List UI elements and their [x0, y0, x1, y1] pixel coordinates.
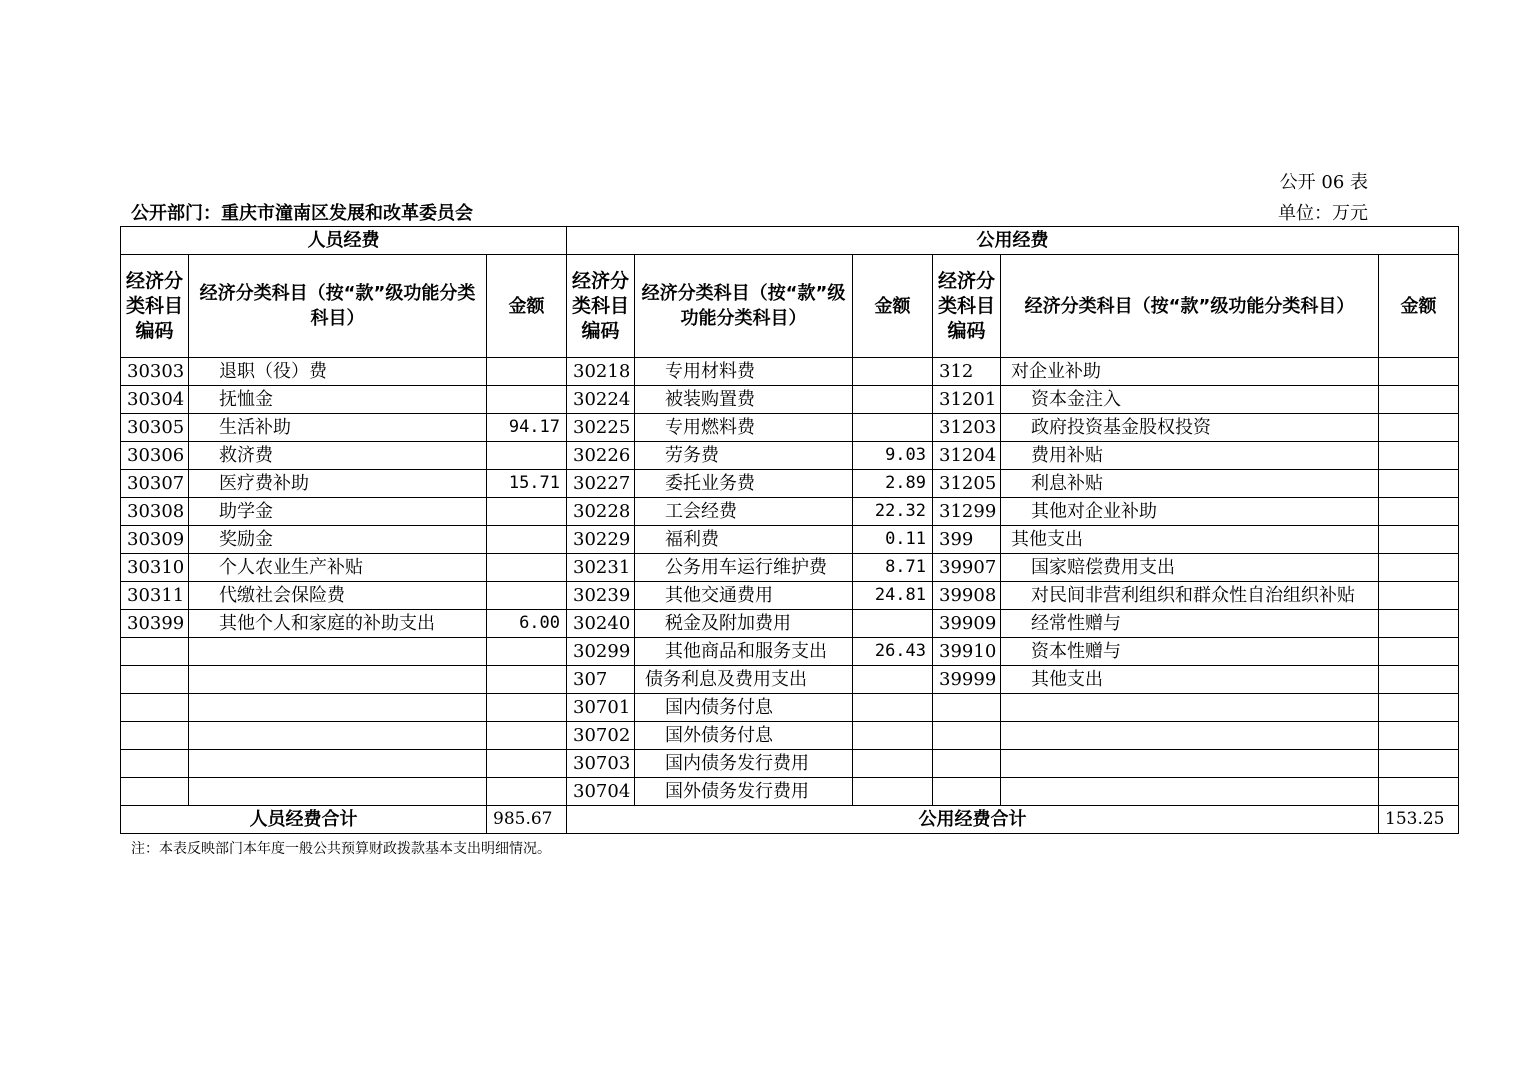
- cell-code-1: 30399: [121, 610, 189, 638]
- cell-amount-3: [1379, 414, 1459, 442]
- cell-name-2: 被装购置费: [635, 386, 853, 414]
- cell-name-2: 其他交通费用: [635, 582, 853, 610]
- cell-amount-2: [853, 358, 933, 386]
- table-row: [121, 386, 1459, 414]
- cell-code-1: [121, 722, 189, 750]
- personnel-total-label: 人员经费合计: [121, 806, 487, 834]
- cell-code-3: 39907: [933, 554, 1001, 582]
- cell-code-2: 30224: [567, 386, 635, 414]
- cell-name-1: 其他个人和家庭的补助支出: [189, 610, 487, 638]
- cell-name-1: 助学金: [189, 498, 487, 526]
- header-name-3: 经济分类科目（按“款”级功能分类科目）: [1001, 255, 1379, 358]
- cell-amount-1: [487, 722, 567, 750]
- cell-code-2: 30226: [567, 442, 635, 470]
- cell-code-2: 30701: [567, 694, 635, 722]
- cell-amount-3: [1379, 610, 1459, 638]
- cell-name-1: [189, 638, 487, 666]
- cell-code-1: 30311: [121, 582, 189, 610]
- cell-amount-3: [1379, 470, 1459, 498]
- totals-row: [121, 806, 1459, 834]
- cell-name-3: 费用补贴: [1001, 442, 1379, 470]
- cell-name-3: 资本金注入: [1001, 386, 1379, 414]
- cell-name-3: [1001, 778, 1379, 806]
- cell-name-3: 国家赔偿费用支出: [1001, 554, 1379, 582]
- header-amount-2: 金额: [853, 255, 933, 358]
- cell-code-3: [933, 694, 1001, 722]
- table-row: [121, 694, 1459, 722]
- cell-code-3: 31201: [933, 386, 1001, 414]
- table-row: [121, 750, 1459, 778]
- cell-amount-1: [487, 554, 567, 582]
- cell-code-1: 30308: [121, 498, 189, 526]
- public-total-label: 公用经费合计: [567, 806, 1379, 834]
- cell-name-2: 其他商品和服务支出: [635, 638, 853, 666]
- cell-code-1: [121, 750, 189, 778]
- cell-code-1: 30310: [121, 554, 189, 582]
- cell-amount-3: [1379, 694, 1459, 722]
- cell-code-2: 30231: [567, 554, 635, 582]
- cell-amount-1: [487, 638, 567, 666]
- cell-amount-2: 8.71: [853, 554, 933, 582]
- cell-code-1: [121, 638, 189, 666]
- cell-code-3: 312: [933, 358, 1001, 386]
- cell-code-3: 31205: [933, 470, 1001, 498]
- header-code-2: 经济分类科目编码: [567, 255, 635, 358]
- cell-code-1: 30306: [121, 442, 189, 470]
- table-row: [121, 526, 1459, 554]
- cell-name-2: 税金及附加费用: [635, 610, 853, 638]
- cell-name-1: 代缴社会保险费: [189, 582, 487, 610]
- cell-name-3: 对企业补助: [1001, 358, 1379, 386]
- cell-name-2: 国外债务付息: [635, 722, 853, 750]
- cell-amount-2: [853, 750, 933, 778]
- cell-code-3: 31203: [933, 414, 1001, 442]
- table-row: [121, 666, 1459, 694]
- cell-amount-1: 94.17: [487, 414, 567, 442]
- table-row: [121, 610, 1459, 638]
- cell-name-3: [1001, 750, 1379, 778]
- cell-amount-1: [487, 526, 567, 554]
- cell-code-2: 30228: [567, 498, 635, 526]
- cell-name-3: 经常性赠与: [1001, 610, 1379, 638]
- cell-amount-3: [1379, 526, 1459, 554]
- section-header-row: [121, 227, 1459, 255]
- table-row: [121, 778, 1459, 806]
- cell-amount-1: [487, 582, 567, 610]
- cell-code-1: [121, 694, 189, 722]
- cell-name-3: [1001, 722, 1379, 750]
- cell-name-1: 医疗费补助: [189, 470, 487, 498]
- cell-amount-2: [853, 610, 933, 638]
- cell-amount-2: [853, 666, 933, 694]
- cell-code-2: 30239: [567, 582, 635, 610]
- cell-amount-3: [1379, 582, 1459, 610]
- cell-amount-1: [487, 694, 567, 722]
- cell-code-3: [933, 722, 1001, 750]
- cell-name-1: 救济费: [189, 442, 487, 470]
- cell-amount-2: [853, 694, 933, 722]
- cell-name-3: 其他对企业补助: [1001, 498, 1379, 526]
- cell-amount-1: [487, 666, 567, 694]
- cell-name-1: [189, 666, 487, 694]
- cell-amount-2: 24.81: [853, 582, 933, 610]
- cell-amount-2: 2.89: [853, 470, 933, 498]
- table-row: [121, 722, 1459, 750]
- cell-amount-2: [853, 778, 933, 806]
- cell-name-1: [189, 750, 487, 778]
- cell-amount-3: [1379, 750, 1459, 778]
- table-row: [121, 582, 1459, 610]
- cell-name-1: [189, 694, 487, 722]
- cell-code-2: 30229: [567, 526, 635, 554]
- table-row: [121, 358, 1459, 386]
- section-personnel: 人员经费: [121, 227, 567, 255]
- cell-amount-1: 15.71: [487, 470, 567, 498]
- table-row: [121, 470, 1459, 498]
- cell-name-2: 专用燃料费: [635, 414, 853, 442]
- table-number: 公开 06 表: [1279, 172, 1368, 193]
- header-name-2: 经济分类科目（按“款”级功能分类科目）: [635, 255, 853, 358]
- header-code-1: 经济分类科目编码: [121, 255, 189, 358]
- cell-code-2: 30225: [567, 414, 635, 442]
- cell-code-3: [933, 778, 1001, 806]
- cell-code-3: [933, 750, 1001, 778]
- cell-code-3: 31299: [933, 498, 1001, 526]
- cell-code-3: 39910: [933, 638, 1001, 666]
- cell-amount-2: 9.03: [853, 442, 933, 470]
- cell-code-3: 399: [933, 526, 1001, 554]
- cell-code-1: [121, 666, 189, 694]
- cell-code-3: 39999: [933, 666, 1001, 694]
- cell-name-3: 其他支出: [1001, 526, 1379, 554]
- public-total-amount: 153.25: [1379, 806, 1459, 834]
- table-row: [121, 638, 1459, 666]
- cell-amount-3: [1379, 442, 1459, 470]
- cell-amount-1: [487, 358, 567, 386]
- cell-amount-1: [487, 750, 567, 778]
- cell-amount-3: [1379, 722, 1459, 750]
- cell-name-1: 退职（役）费: [189, 358, 487, 386]
- cell-code-2: 30227: [567, 470, 635, 498]
- cell-name-1: [189, 722, 487, 750]
- cell-name-3: 利息补贴: [1001, 470, 1379, 498]
- cell-amount-1: [487, 778, 567, 806]
- table-row: [121, 414, 1459, 442]
- cell-amount-2: [853, 414, 933, 442]
- cell-amount-3: [1379, 638, 1459, 666]
- cell-code-2: 30704: [567, 778, 635, 806]
- cell-code-1: [121, 778, 189, 806]
- cell-amount-1: [487, 386, 567, 414]
- cell-name-3: [1001, 694, 1379, 722]
- cell-code-2: 30702: [567, 722, 635, 750]
- cell-name-1: 奖励金: [189, 526, 487, 554]
- cell-name-2: 福利费: [635, 526, 853, 554]
- header-amount-1: 金额: [487, 255, 567, 358]
- table-row: [121, 442, 1459, 470]
- cell-amount-2: 26.43: [853, 638, 933, 666]
- basic-expenditure-table: [120, 226, 1459, 834]
- cell-name-3: 对民间非营利组织和群众性自治组织补贴: [1001, 582, 1379, 610]
- cell-code-2: 30703: [567, 750, 635, 778]
- cell-name-2: 国外债务发行费用: [635, 778, 853, 806]
- cell-name-2: 劳务费: [635, 442, 853, 470]
- cell-amount-2: [853, 386, 933, 414]
- header-amount-3: 金额: [1379, 255, 1459, 358]
- column-header-row: [121, 255, 1459, 358]
- cell-code-3: 39909: [933, 610, 1001, 638]
- cell-amount-1: [487, 498, 567, 526]
- cell-code-1: 30305: [121, 414, 189, 442]
- cell-name-1: 个人农业生产补贴: [189, 554, 487, 582]
- cell-name-2: 债务利息及费用支出: [635, 666, 853, 694]
- cell-code-1: 30309: [121, 526, 189, 554]
- footnote: 注：本表反映部门本年度一般公共预算财政拨款基本支出明细情况。: [131, 841, 551, 857]
- cell-name-2: 国内债务发行费用: [635, 750, 853, 778]
- cell-name-3: 政府投资基金股权投资: [1001, 414, 1379, 442]
- cell-name-2: 委托业务费: [635, 470, 853, 498]
- cell-name-2: 工会经费: [635, 498, 853, 526]
- cell-code-2: 30240: [567, 610, 635, 638]
- cell-amount-2: [853, 722, 933, 750]
- cell-name-1: [189, 778, 487, 806]
- cell-name-2: 公务用车运行维护费: [635, 554, 853, 582]
- department-label: 公开部门：重庆市潼南区发展和改革委员会: [131, 203, 473, 224]
- cell-code-2: 307: [567, 666, 635, 694]
- section-public: 公用经费: [567, 227, 1459, 255]
- cell-name-1: 抚恤金: [189, 386, 487, 414]
- cell-amount-3: [1379, 358, 1459, 386]
- cell-code-1: 30303: [121, 358, 189, 386]
- header-code-3: 经济分类科目编码: [933, 255, 1001, 358]
- cell-amount-1: [487, 442, 567, 470]
- table-row: [121, 554, 1459, 582]
- cell-name-2: 国内债务付息: [635, 694, 853, 722]
- cell-code-3: 39908: [933, 582, 1001, 610]
- cell-amount-1: 6.00: [487, 610, 567, 638]
- cell-name-3: 其他支出: [1001, 666, 1379, 694]
- cell-code-2: 30218: [567, 358, 635, 386]
- cell-name-1: 生活补助: [189, 414, 487, 442]
- cell-amount-3: [1379, 498, 1459, 526]
- cell-code-1: 30304: [121, 386, 189, 414]
- cell-amount-3: [1379, 386, 1459, 414]
- header-name-1: 经济分类科目（按“款”级功能分类科目）: [189, 255, 487, 358]
- cell-name-2: 专用材料费: [635, 358, 853, 386]
- cell-amount-3: [1379, 666, 1459, 694]
- table-row: [121, 498, 1459, 526]
- cell-amount-3: [1379, 778, 1459, 806]
- personnel-total-amount: 985.67: [487, 806, 567, 834]
- cell-amount-2: 0.11: [853, 526, 933, 554]
- unit-label: 单位：万元: [1278, 203, 1368, 224]
- cell-amount-3: [1379, 554, 1459, 582]
- cell-code-1: 30307: [121, 470, 189, 498]
- cell-code-3: 31204: [933, 442, 1001, 470]
- cell-code-2: 30299: [567, 638, 635, 666]
- cell-name-3: 资本性赠与: [1001, 638, 1379, 666]
- cell-amount-2: 22.32: [853, 498, 933, 526]
